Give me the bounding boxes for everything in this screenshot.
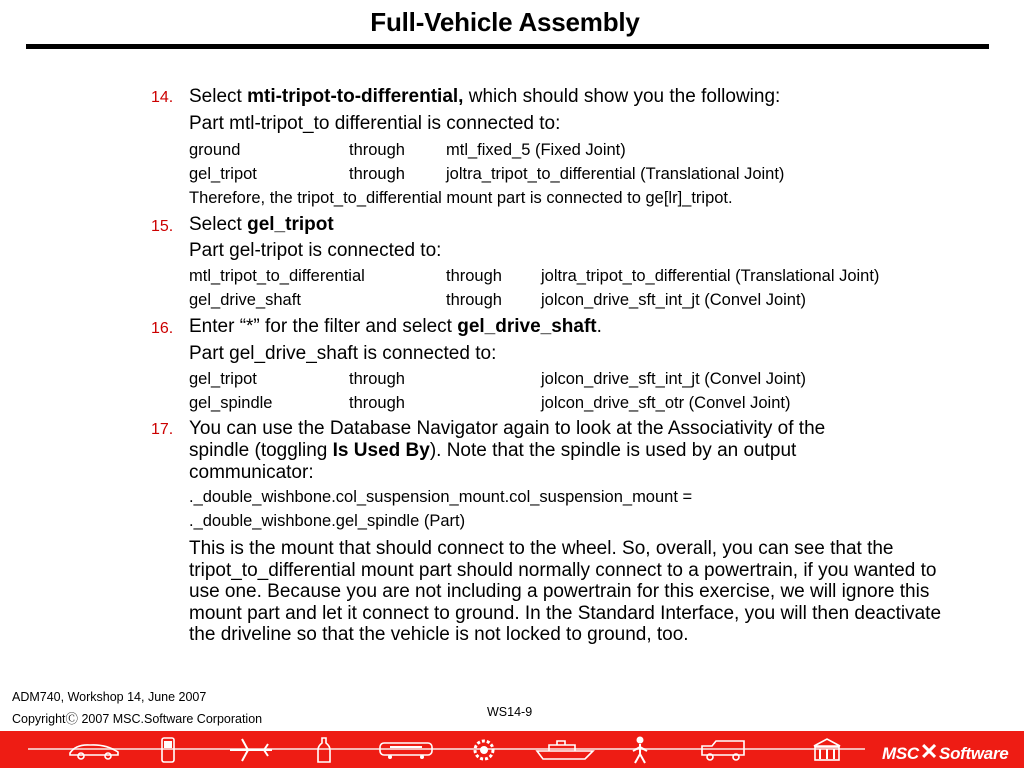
page-number: WS14-9 — [487, 705, 533, 719]
step-text-bold: gel_drive_shaft — [457, 316, 597, 337]
step-text-pre: spindle (toggling — [189, 440, 333, 461]
truck-icon — [700, 738, 746, 762]
table-cell: through — [349, 394, 405, 412]
step-text — [189, 214, 334, 236]
car-icon — [66, 740, 124, 760]
logo-x-glyph: ✕ — [919, 739, 939, 764]
step-text — [189, 86, 780, 108]
step-text-post: which should show you the following: — [463, 86, 781, 107]
table-cell: joltra_tripot_to_differential (Translational Joint) — [446, 165, 785, 183]
step-text: You can use the Database Navigator again to look at the Associativity of the — [189, 418, 826, 439]
step-text-bold: mti-tripot-to-differential, — [247, 86, 464, 107]
code-line: ._double_wishbone.gel_spindle (Part) — [189, 512, 466, 530]
logo-text-software: Software — [939, 744, 1009, 763]
footer-course: ADM740, Workshop 14, June 2007 — [12, 690, 207, 704]
building-icon — [812, 737, 842, 763]
step-number: 14. — [151, 89, 174, 106]
title-divider — [26, 44, 989, 49]
step-subheading: Part gel-tripot is connected to: — [189, 240, 442, 261]
step-number: 16. — [151, 320, 174, 337]
step-subheading: Part mtl-tripot_to differential is connected to: — [189, 113, 561, 134]
ship-icon — [535, 739, 595, 761]
step-text-pre: Select — [189, 214, 248, 235]
step-subheading: Part gel_drive_shaft is connected to: — [189, 343, 497, 364]
msc-software-logo — [882, 739, 1008, 765]
step-number: 17. — [151, 421, 174, 438]
step-text-post: . — [596, 316, 602, 337]
table-cell: through — [349, 370, 405, 388]
explanation-paragraph: This is the mount that should connect to the wheel. So, overall, you can see that the tripot_to_differential mount part should normally connect to a powertrain, if you wanted to use one. Because you are not including a powertrain for this exercise, we will ignore this mount part and let it connect to ground. In the Standard Interface, you will then deactivate the driveline so that the vehicle is not locked to ground, too. — [189, 538, 942, 645]
bottle-icon — [316, 736, 332, 764]
phone-icon — [158, 736, 178, 764]
table-cell: gel_tripot — [189, 370, 257, 388]
table-cell: through — [349, 141, 405, 159]
step-note: Therefore, the tripot_to_differential mount part is connected to ge[lr]_tripot. — [189, 189, 733, 207]
table-cell: joltra_tripot_to_differential (Translational Joint) — [541, 267, 880, 285]
table-cell: gel_drive_shaft — [189, 291, 301, 309]
airplane-icon — [228, 737, 274, 763]
step-text-bold: Is Used By — [332, 440, 430, 461]
table-cell: gel_spindle — [189, 394, 273, 412]
step-text: communicator: — [189, 462, 314, 483]
table-cell: through — [446, 291, 502, 309]
table-cell: jolcon_drive_sft_int_jt (Convel Joint) — [541, 370, 807, 388]
table-cell: jolcon_drive_sft_int_jt (Convel Joint) — [541, 291, 807, 309]
slide-title: Full-Vehicle Assembly — [370, 7, 640, 37]
step-text-post: ). Note that the spindle is used by an output — [429, 440, 797, 461]
table-cell: gel_tripot — [189, 165, 257, 183]
table-cell: mtl_fixed_5 (Fixed Joint) — [446, 141, 626, 159]
step-number: 15. — [151, 218, 174, 235]
person-icon — [630, 735, 650, 765]
table-cell: jolcon_drive_sft_otr (Convel Joint) — [541, 394, 791, 412]
logo-text-msc: MSC — [882, 744, 919, 763]
step-text-bold: gel_tripot — [247, 214, 334, 235]
step-text-pre: Select — [189, 86, 248, 107]
table-cell: through — [446, 267, 502, 285]
footer-copyright: CopyrightⒸ 2007 MSC.Software Corporation — [12, 712, 263, 726]
step-text — [189, 440, 796, 462]
step-text — [189, 316, 602, 338]
step-text-pre: Enter “*” for the filter and select — [189, 316, 458, 337]
table-cell: mtl_tripot_to_differential — [189, 267, 365, 285]
gear-icon — [470, 736, 498, 764]
train-icon — [378, 740, 434, 760]
code-line: ._double_wishbone.col_suspension_mount.col_suspension_mount = — [189, 488, 693, 506]
table-cell: through — [349, 165, 405, 183]
industry-icons-strip — [0, 731, 870, 768]
table-cell: ground — [189, 141, 241, 159]
